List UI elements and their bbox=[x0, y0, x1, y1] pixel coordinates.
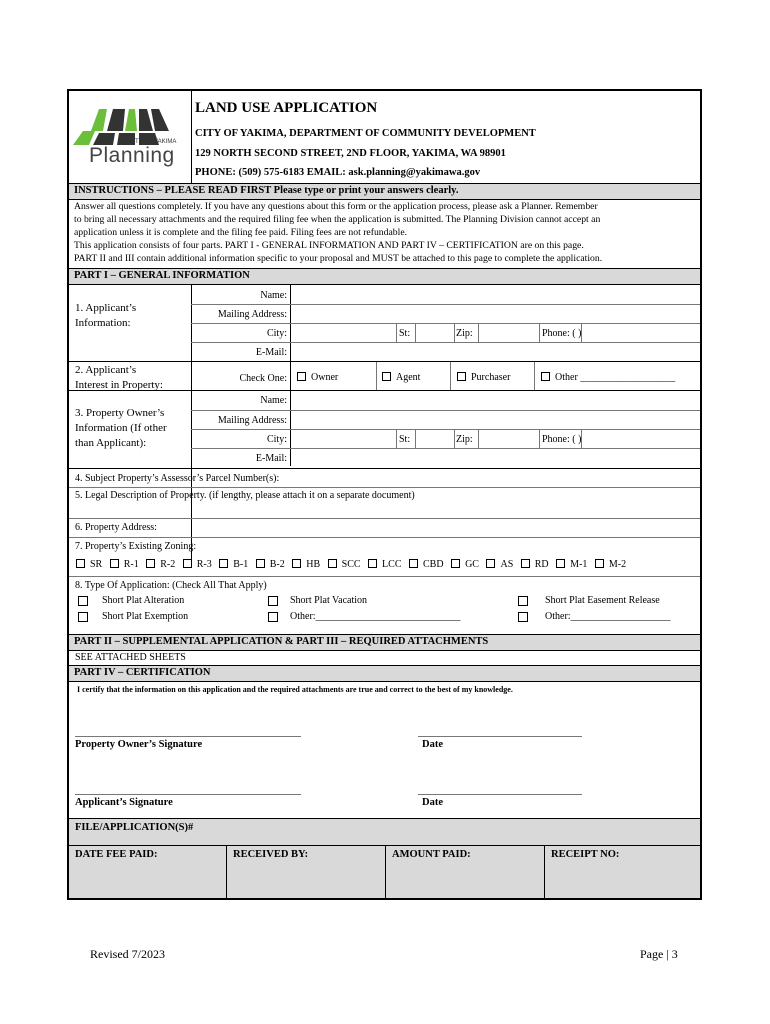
applicant-date-label: Date bbox=[422, 797, 443, 808]
zone-cbd[interactable] bbox=[409, 559, 444, 570]
zone-m1[interactable] bbox=[556, 559, 587, 570]
zone-checkbox[interactable] bbox=[110, 559, 119, 568]
revision-date: Revised 7/2023 bbox=[90, 947, 165, 961]
zone-hb[interactable] bbox=[292, 559, 320, 570]
part1-heading: PART I – GENERAL INFORMATION bbox=[74, 270, 250, 281]
cell-divider bbox=[539, 323, 540, 342]
row-divider bbox=[69, 537, 700, 538]
zone-label: R-1 bbox=[123, 559, 139, 570]
zone-checkbox[interactable] bbox=[219, 559, 228, 568]
receipt-number-label: RECEIPT NO: bbox=[551, 849, 620, 860]
part4-heading: PART IV – CERTIFICATION bbox=[74, 667, 211, 678]
zone-label: R-3 bbox=[196, 559, 212, 570]
row-divider bbox=[191, 429, 700, 430]
applicant-signature-line[interactable] bbox=[75, 794, 301, 795]
cell-divider bbox=[581, 323, 582, 342]
department-contact: PHONE: (509) 575-6183 EMAIL: ask.planning@yakimawa.gov bbox=[195, 167, 481, 178]
zone-label: B-2 bbox=[269, 559, 285, 570]
applicant-mailing-label: Mailing Address: bbox=[217, 309, 287, 320]
zone-checkbox[interactable] bbox=[183, 559, 192, 568]
applicant-city-field[interactable] bbox=[291, 325, 396, 343]
cell-divider bbox=[478, 429, 479, 448]
department-address: 129 NORTH SECOND STREET, 2ND FLOOR, YAKIMA, WA 98901 bbox=[195, 148, 506, 159]
zone-lcc[interactable] bbox=[368, 559, 401, 570]
zone-gc[interactable] bbox=[451, 559, 479, 570]
short-plat-exemption-label: Short Plat Exemption bbox=[102, 611, 189, 622]
zone-checkbox[interactable] bbox=[409, 559, 418, 568]
row-divider bbox=[191, 304, 700, 305]
legal-description-field[interactable] bbox=[71, 503, 700, 517]
department-name: CITY OF YAKIMA, DEPARTMENT OF COMMUNITY DEVELOPMENT bbox=[195, 128, 536, 139]
zone-checkbox[interactable] bbox=[292, 559, 301, 568]
owner-date-line[interactable] bbox=[418, 736, 582, 737]
zone-checkbox[interactable] bbox=[451, 559, 460, 568]
interest-purchaser-option[interactable] bbox=[457, 372, 510, 384]
applicant-label bbox=[75, 301, 136, 331]
zone-label: SR bbox=[90, 559, 103, 570]
row-divider bbox=[191, 448, 700, 449]
land-use-application-form bbox=[67, 89, 702, 900]
instructions-line: to bring all necessary attachments and the required filing fee when the application is submitted. The Planning Division cannot accept an bbox=[74, 214, 601, 225]
cell-divider bbox=[415, 429, 416, 448]
owner-checkbox[interactable] bbox=[297, 372, 306, 381]
row-divider bbox=[191, 410, 700, 411]
cell-divider bbox=[454, 429, 455, 448]
city-planning-logo bbox=[73, 101, 185, 176]
applicant-zip-label: Zip: bbox=[456, 328, 473, 339]
short-plat-alteration-label: Short Plat Alteration bbox=[102, 595, 185, 606]
interest-label-line: 2. Applicant’s bbox=[75, 364, 137, 376]
cell-divider bbox=[544, 846, 545, 898]
other-label: Other ___________________ bbox=[555, 372, 676, 383]
zone-label: CBD bbox=[423, 559, 444, 570]
instructions-text bbox=[74, 200, 699, 265]
zone-checkbox[interactable] bbox=[368, 559, 377, 568]
owner-label-line: 3. Property Owner’s bbox=[75, 407, 165, 419]
section-divider bbox=[69, 361, 700, 362]
cell-divider bbox=[415, 323, 416, 342]
cell-divider bbox=[385, 846, 386, 898]
zone-label: SCC bbox=[341, 559, 361, 570]
owner-label bbox=[75, 406, 167, 451]
zone-r3[interactable] bbox=[183, 559, 212, 570]
cell-divider bbox=[539, 429, 540, 448]
owner-mailing-field[interactable] bbox=[291, 412, 700, 430]
owner-label-line: than Applicant): bbox=[75, 437, 147, 449]
form-title: LAND USE APPLICATION bbox=[195, 100, 378, 116]
page-number: Page | 3 bbox=[640, 947, 678, 961]
received-by-label: RECEIVED BY: bbox=[233, 849, 309, 860]
parcel-number-label: 4. Subject Property’s Assessor’s Parcel Number(s): bbox=[75, 473, 280, 484]
zone-label: M-2 bbox=[608, 559, 627, 570]
other-type-label-1: Other:_____________________________ bbox=[290, 611, 461, 622]
zone-m2[interactable] bbox=[595, 559, 626, 570]
cell-divider bbox=[226, 846, 227, 898]
other-type-checkbox-1[interactable] bbox=[268, 612, 278, 622]
zone-rd[interactable] bbox=[521, 559, 549, 570]
zone-scc[interactable] bbox=[328, 559, 361, 570]
applicant-phone-label: Phone: ( ) bbox=[542, 328, 582, 339]
zone-checkbox[interactable] bbox=[76, 559, 85, 568]
file-number-label: FILE/APPLICATION(S)# bbox=[75, 822, 194, 833]
owner-label-line: Information (If other bbox=[75, 422, 167, 434]
applicant-city-label: City: bbox=[266, 328, 287, 339]
zone-b1[interactable] bbox=[219, 559, 248, 570]
owner-state-label: St: bbox=[399, 434, 411, 445]
legal-description-label: 5. Legal Description of Property. (if lengthy, please attach it on a separate document) bbox=[75, 490, 415, 501]
interest-agent-option[interactable] bbox=[382, 372, 420, 384]
row-divider bbox=[191, 323, 700, 324]
applicant-name-label: Name: bbox=[260, 290, 287, 301]
applicant-email-field[interactable] bbox=[291, 344, 700, 362]
zone-label: B-1 bbox=[233, 559, 249, 570]
zone-label: AS bbox=[500, 559, 514, 570]
row-divider bbox=[69, 518, 700, 519]
check-one-label: Check One: bbox=[239, 373, 287, 384]
owner-name-label: Name: bbox=[260, 395, 287, 406]
zone-checkbox[interactable] bbox=[328, 559, 337, 568]
zone-label: HB bbox=[306, 559, 321, 570]
logo-big-text: Planning bbox=[89, 144, 175, 167]
cell-divider bbox=[396, 323, 397, 342]
part2-heading: PART II – SUPPLEMENTAL APPLICATION & PART III – REQUIRED ATTACHMENTS bbox=[74, 636, 489, 647]
instructions-heading: INSTRUCTIONS – PLEASE READ FIRST Please type or print your answers clearly. bbox=[74, 185, 459, 196]
interest-label bbox=[75, 363, 163, 393]
owner-email-label: E-Mail: bbox=[255, 453, 287, 464]
agent-checkbox[interactable] bbox=[382, 372, 391, 381]
part4-header-bar bbox=[69, 665, 700, 682]
owner-label: Owner bbox=[311, 372, 339, 383]
owner-mailing-label: Mailing Address: bbox=[217, 415, 287, 426]
zone-checkbox[interactable] bbox=[146, 559, 155, 568]
applicant-name-field[interactable] bbox=[291, 287, 700, 305]
cell-divider bbox=[396, 429, 397, 448]
owner-city-field[interactable] bbox=[291, 431, 396, 449]
other-checkbox[interactable] bbox=[541, 372, 550, 381]
part1-header-bar bbox=[69, 268, 700, 285]
interest-label-line: Interest in Property: bbox=[75, 379, 163, 391]
owner-date-label: Date bbox=[422, 739, 443, 750]
zone-checkbox[interactable] bbox=[486, 559, 495, 568]
zone-as[interactable] bbox=[486, 559, 513, 570]
zone-r1[interactable] bbox=[110, 559, 139, 570]
zone-label: M-1 bbox=[570, 559, 588, 570]
owner-name-field[interactable] bbox=[291, 392, 700, 410]
purchaser-checkbox[interactable] bbox=[457, 372, 466, 381]
cell-divider bbox=[534, 362, 535, 390]
zone-sr[interactable] bbox=[76, 559, 102, 570]
short-plat-vacation-checkbox[interactable] bbox=[268, 596, 278, 606]
header-divider bbox=[191, 91, 192, 183]
row-divider bbox=[191, 342, 700, 343]
short-plat-easement-checkbox[interactable] bbox=[518, 596, 528, 606]
zone-label: RD bbox=[534, 559, 549, 570]
owner-signature-label: Property Owner’s Signature bbox=[75, 739, 203, 750]
see-attached-sheets: SEE ATTACHED SHEETS bbox=[75, 652, 186, 663]
cell-divider bbox=[454, 323, 455, 342]
zone-checkbox[interactable] bbox=[256, 559, 265, 568]
owner-zip-label: Zip: bbox=[456, 434, 473, 445]
zone-b2[interactable] bbox=[256, 559, 285, 570]
short-plat-easement-label: Short Plat Easement Release bbox=[545, 595, 660, 606]
owner-phone-label: Phone: ( ) bbox=[542, 434, 582, 445]
instructions-line: application unless it is complete and the filing fee paid. Filing fees are not refundable. bbox=[74, 227, 408, 238]
logo-small-text: CITY OF YAKIMA bbox=[129, 139, 177, 145]
zone-checkbox[interactable] bbox=[556, 559, 565, 568]
owner-email-field[interactable] bbox=[291, 450, 700, 468]
cell-divider bbox=[450, 362, 451, 390]
zone-label: R-2 bbox=[160, 559, 176, 570]
file-number-row bbox=[69, 818, 700, 846]
date-fee-paid-label: DATE FEE PAID: bbox=[75, 849, 158, 860]
amount-paid-label: AMOUNT PAID: bbox=[392, 849, 471, 860]
applicant-label-line: Information: bbox=[75, 317, 131, 329]
application-type-label: 8. Type Of Application: (Check All That Apply) bbox=[75, 580, 267, 591]
section-divider bbox=[69, 468, 700, 469]
owner-city-label: City: bbox=[266, 434, 287, 445]
cell-divider bbox=[376, 362, 377, 390]
zone-label: LCC bbox=[382, 559, 402, 570]
existing-zoning-label: 7. Property’s Existing Zoning: bbox=[75, 541, 197, 552]
purchaser-label: Purchaser bbox=[471, 372, 511, 383]
other-type-checkbox-2[interactable] bbox=[518, 612, 528, 622]
agent-label: Agent bbox=[396, 372, 421, 383]
short-plat-vacation-label: Short Plat Vacation bbox=[290, 595, 368, 606]
zone-checkbox[interactable] bbox=[595, 559, 604, 568]
part2-header-bar bbox=[69, 634, 700, 651]
applicant-mailing-field[interactable] bbox=[291, 306, 700, 324]
cell-divider bbox=[581, 429, 582, 448]
row-divider bbox=[69, 487, 700, 488]
instructions-line: Answer all questions completely. If you have any questions about this form or the application process, please ask a Planner. Remember bbox=[74, 201, 598, 212]
owner-signature-line[interactable] bbox=[75, 736, 301, 737]
applicant-state-label: St: bbox=[399, 328, 411, 339]
section-divider bbox=[69, 390, 700, 391]
property-address-label: 6. Property Address: bbox=[75, 522, 157, 533]
interest-other-option[interactable] bbox=[541, 372, 675, 384]
zone-r2[interactable] bbox=[146, 559, 175, 570]
short-plat-alteration-checkbox[interactable] bbox=[78, 596, 88, 606]
applicant-signature-label: Applicant’s Signature bbox=[75, 797, 173, 808]
applicant-email-label: E-Mail: bbox=[255, 347, 287, 358]
zone-checkbox[interactable] bbox=[521, 559, 530, 568]
certification-statement: I certify that the information on this application and the required attachments are true and correct to the best of my knowledge. bbox=[77, 685, 513, 694]
zone-label: GC bbox=[465, 559, 479, 570]
applicant-date-line[interactable] bbox=[418, 794, 582, 795]
other-type-label-2: Other:____________________ bbox=[545, 611, 671, 622]
zoning-checkbox-row bbox=[76, 559, 626, 571]
interest-owner-option[interactable] bbox=[297, 372, 338, 384]
instructions-line: PART II and III contain additional information specific to your proposal and MUST be attached to this page to complete the application. bbox=[74, 253, 603, 264]
instructions-line: This application consists of four parts. PART I - GENERAL INFORMATION AND PART IV – CERTIFICATION are on this page. bbox=[74, 240, 584, 251]
short-plat-exemption-checkbox[interactable] bbox=[78, 612, 88, 622]
row-divider bbox=[69, 576, 700, 577]
instructions-header-bar bbox=[69, 183, 700, 200]
applicant-label-line: 1. Applicant’s bbox=[75, 302, 137, 314]
cell-divider bbox=[478, 323, 479, 342]
